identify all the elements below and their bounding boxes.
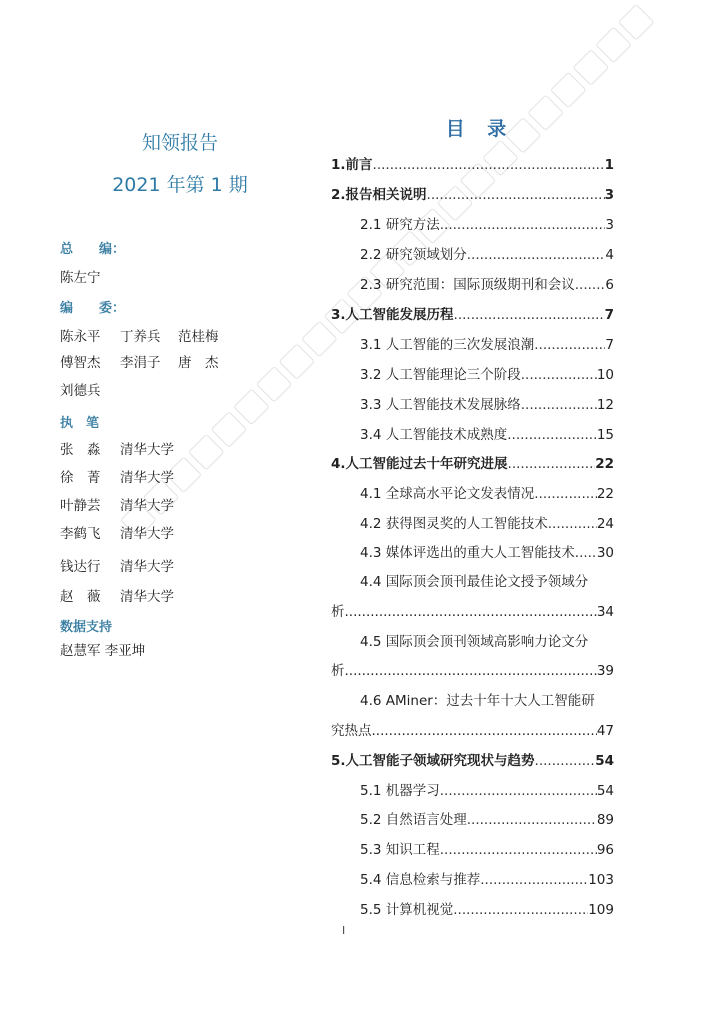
toc-entry-label: 3.3 人工智能技术发展脉络 xyxy=(360,397,521,413)
toc-entry-label: 5.1 机器学习 xyxy=(360,783,440,799)
page-number: I xyxy=(342,924,346,937)
toc-entry-page: 22 xyxy=(596,486,614,502)
watermark-glyph xyxy=(301,321,338,358)
toc-entry[interactable] xyxy=(360,423,614,443)
writer-org: 清华大学 xyxy=(120,559,174,575)
editor-name: 唐 杰 xyxy=(178,355,219,371)
toc-entry-label: 3.1 人工智能的三次发展浪潮 xyxy=(360,337,535,353)
toc-entry-label: 4.1 全球高水平论文发表情况 xyxy=(360,486,535,502)
toc-entry-label: 5.4 信息检索与推荐 xyxy=(360,872,481,888)
writer-name: 徐 菁 xyxy=(60,470,101,486)
toc-entry-page: 1 xyxy=(604,157,614,173)
toc-entry-page: 15 xyxy=(596,427,614,443)
toc-entry[interactable] xyxy=(331,659,614,679)
toc-entry[interactable] xyxy=(360,808,614,828)
toc-entry-page: 24 xyxy=(596,516,614,532)
toc-entry-page: 10 xyxy=(596,367,614,383)
chief-editor-label-a: 总 xyxy=(60,242,74,257)
toc-entry-label-cont: 究热点 xyxy=(331,723,372,739)
toc-entry[interactable] xyxy=(331,749,614,769)
toc-entry-label: 5.人工智能子领域研究现状与趋势 xyxy=(331,753,535,769)
toc-entry[interactable] xyxy=(360,273,614,293)
watermark-glyph xyxy=(527,94,564,131)
writer-org: 清华大学 xyxy=(120,442,174,458)
toc-entry[interactable] xyxy=(360,541,614,561)
editor-name: 傅智杰 xyxy=(60,355,101,371)
toc-entry[interactable] xyxy=(331,303,614,323)
watermark-glyph xyxy=(233,388,270,425)
watermark-glyph xyxy=(618,4,655,41)
watermark-glyph xyxy=(278,343,315,380)
toc-entry-label: 3.2 人工智能理论三个阶段 xyxy=(360,367,521,383)
writers-label: 执 笔 xyxy=(60,416,100,431)
toc-entry[interactable] xyxy=(360,868,614,888)
editor-name: 李涓子 xyxy=(120,355,161,371)
toc-entry-page: 96 xyxy=(596,842,614,858)
toc-entry-page: 54 xyxy=(595,753,614,769)
watermark-glyph xyxy=(188,434,225,471)
editors-label xyxy=(60,297,125,316)
editor-name: 陈永平 xyxy=(60,329,101,345)
editors-label-b: 委： xyxy=(99,301,126,316)
editor-name: 丁养兵 xyxy=(120,329,161,345)
toc-entry[interactable] xyxy=(360,482,614,502)
toc-entry-page: 103 xyxy=(588,872,614,888)
writer-org: 清华大学 xyxy=(120,498,174,514)
toc-heading: 目 录 xyxy=(445,118,515,140)
writer-name: 赵 薇 xyxy=(60,589,101,605)
data-support-label: 数据支持 xyxy=(60,620,113,635)
toc-entry-label: 3.人工智能发展历程 xyxy=(331,307,454,323)
writer-org: 清华大学 xyxy=(120,470,174,486)
toc-entry[interactable] xyxy=(331,600,614,620)
toc-entry-page: 54 xyxy=(596,783,614,799)
toc-entry-label[interactable]: 4.5 国际顶会顶刊领域高影响力论文分 xyxy=(360,634,589,650)
toc-entry[interactable] xyxy=(360,393,614,413)
toc-entry-label: 5.5 计算机视觉 xyxy=(360,902,454,918)
watermark-glyph xyxy=(573,49,610,86)
toc-entry[interactable] xyxy=(331,183,614,203)
toc-entry[interactable] xyxy=(360,898,614,918)
writer-name: 李鹤飞 xyxy=(60,526,101,542)
report-issue: 2021 年第 1 期 xyxy=(112,174,248,196)
toc-entry-label: 5.2 自然语言处理 xyxy=(360,812,467,828)
toc-entry[interactable] xyxy=(360,243,614,263)
writer-name: 张 淼 xyxy=(60,442,101,458)
editors-label-a: 编 xyxy=(60,301,74,316)
toc-entry-page: 12 xyxy=(596,397,614,413)
toc-entry[interactable] xyxy=(331,153,614,173)
toc-entry-page: 34 xyxy=(596,604,614,620)
toc-entry-label: 4.3 媒体评选出的重大人工智能技术. xyxy=(360,545,580,561)
writer-name: 叶静芸 xyxy=(60,498,101,514)
toc-entry[interactable] xyxy=(360,512,614,532)
editor-name: 范桂梅 xyxy=(178,329,219,345)
watermark-glyph xyxy=(211,411,248,448)
toc-entry[interactable] xyxy=(360,213,614,233)
toc-entry[interactable] xyxy=(360,333,614,353)
toc-entry-page: 22 xyxy=(595,456,614,472)
toc-entry-label[interactable]: 4.4 国际顶会顶刊最佳论文授予领域分 xyxy=(360,574,589,590)
toc-entry-label-cont: 析 xyxy=(331,604,345,620)
toc-entry-page: 7 xyxy=(605,337,614,353)
toc-entry-page: 3 xyxy=(605,217,614,233)
toc-entry[interactable] xyxy=(360,779,614,799)
chief-editor-label-b: 编： xyxy=(99,242,126,257)
report-title: 知领报告 xyxy=(141,132,218,154)
toc-entry-label: 5.3 知识工程 xyxy=(360,842,440,858)
toc-entry-label: 4.人工智能过去十年研究进展 xyxy=(331,456,508,472)
watermark-glyph xyxy=(595,26,632,63)
toc-entry-page: 3 xyxy=(604,187,614,203)
toc-entry-page: 6 xyxy=(605,277,614,293)
chief-editor-label xyxy=(60,238,125,257)
writer-name: 钱达行 xyxy=(60,559,101,575)
editor-name: 刘德兵 xyxy=(60,383,101,399)
toc-entry-page: 4 xyxy=(605,247,614,263)
toc-entry[interactable] xyxy=(331,719,614,739)
watermark-glyph xyxy=(550,72,587,109)
toc-entry[interactable] xyxy=(360,363,614,383)
writer-org: 清华大学 xyxy=(120,526,174,542)
toc-entry[interactable] xyxy=(360,838,614,858)
toc-entry-label[interactable]: 4.6 AMiner：过去十年十大人工智能研 xyxy=(360,693,595,709)
watermark-glyph xyxy=(256,366,293,403)
toc-entry-page: 89 xyxy=(596,812,614,828)
chief-editor-name: 陈左宁 xyxy=(60,270,101,286)
toc-entry-label: 2.3 研究范围：国际顶级期刊和会议 xyxy=(360,277,575,293)
toc-entry-page: 7 xyxy=(604,307,614,323)
toc-entry[interactable] xyxy=(331,452,614,472)
writer-org: 清华大学 xyxy=(120,589,174,605)
toc-entry-label: 3.4 人工智能技术成熟度 xyxy=(360,427,508,443)
toc-entry-page: 39 xyxy=(596,663,614,679)
toc-entry-label: 2.报告相关说明 xyxy=(331,187,427,203)
data-support-names: 赵慧军 李亚坤 xyxy=(60,643,146,659)
toc-entry-label-cont: 析 xyxy=(331,663,345,679)
toc-entry-label: 1.前言 xyxy=(331,157,373,173)
toc-entry-label: 2.1 研究方法 xyxy=(360,217,440,233)
toc-entry-page: 47 xyxy=(596,723,614,739)
toc-entry-label: 2.2 研究领域划分 xyxy=(360,247,467,263)
toc-entry-page: 109 xyxy=(588,902,614,918)
toc-entry-page: 30 xyxy=(596,545,614,561)
toc-entry-label: 4.2 获得图灵奖的人工智能技术 xyxy=(360,516,548,532)
